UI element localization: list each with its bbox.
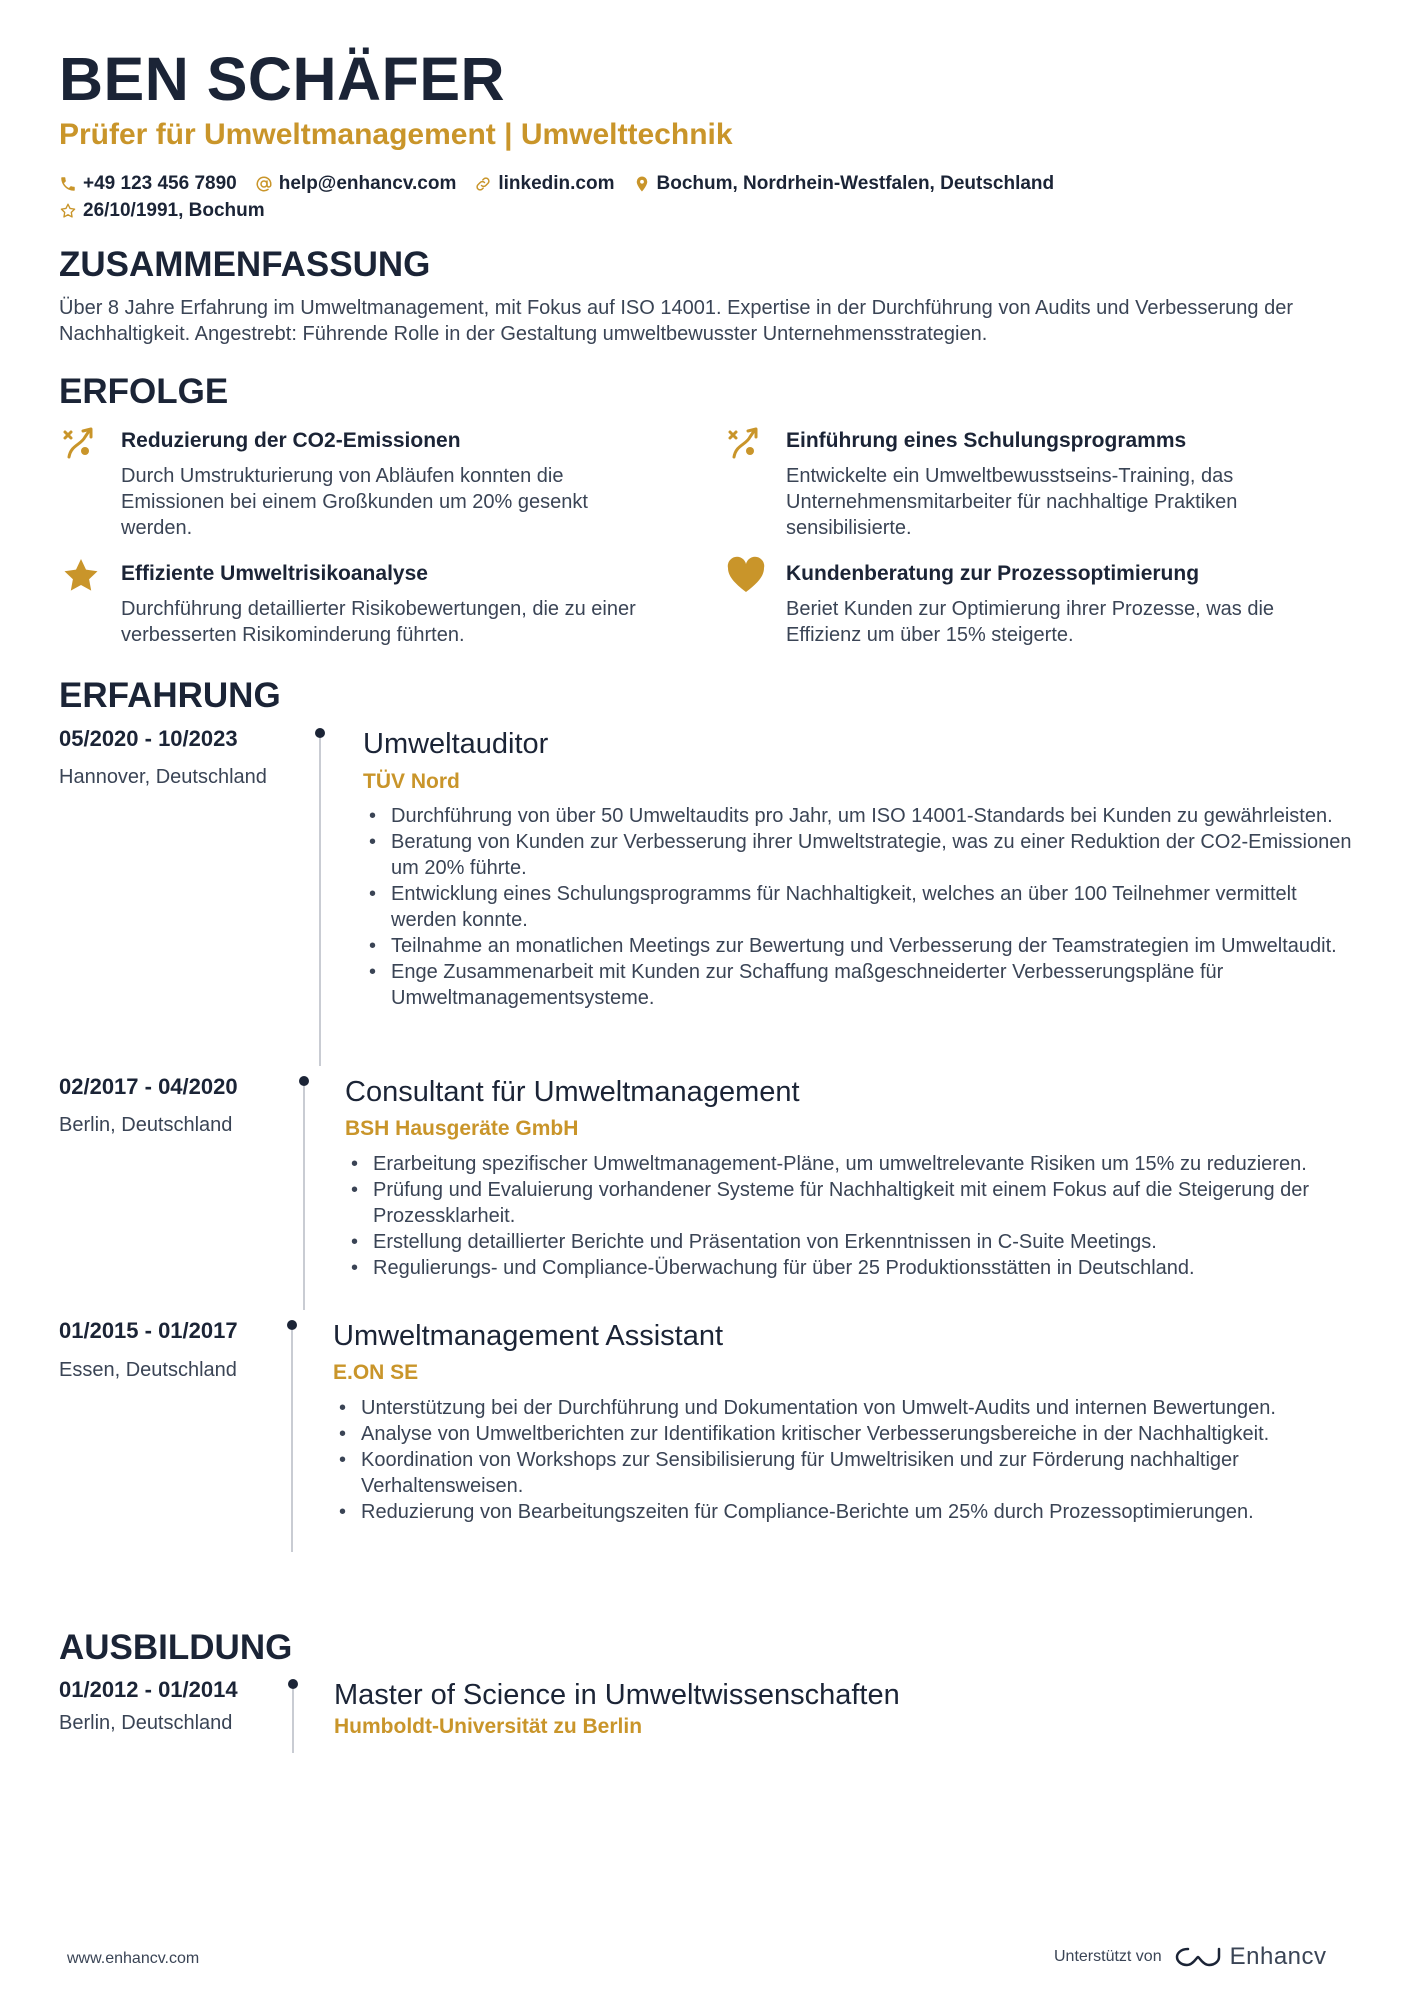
enhancv-logo-icon <box>1174 1944 1222 1970</box>
enhancv-logo[interactable] <box>1174 1943 1327 1971</box>
job-bullet: • Unterstützung bei der Durchführung und Dokumentation von Umwelt-Audits und internen Bewertungen. <box>333 1395 1363 1421</box>
job-bullet: • Durchführung von über 50 Umweltaudits pro Jahr, um ISO 14001-Standards bei Kunden zu gewährleisten. <box>363 803 1363 829</box>
contact-birth-text: 26/10/1991, Bochum <box>83 200 265 221</box>
job-date: 01/2015 - 01/2017 <box>59 1318 238 1343</box>
phone-icon <box>59 175 77 193</box>
achievement-title: Einführung eines Schulungsprogramms <box>786 429 1187 452</box>
timeline-dot <box>299 1076 309 1086</box>
contact-info <box>59 170 1359 224</box>
timeline-dot <box>315 728 325 738</box>
strategy-arrow-icon <box>726 423 766 463</box>
job-bullets <box>363 803 1363 1011</box>
footer-website[interactable]: www.enhancv.com <box>67 1950 200 1967</box>
contact-linkedin-text: linkedin.com <box>498 173 615 194</box>
job-role: Umweltauditor <box>363 728 549 760</box>
job-bullet: • Beratung von Kunden zur Verbesserung ihrer Umweltstrategie, was zu einer Reduktion der CO2-Emissionen um 20% führte. <box>363 829 1363 881</box>
heart-icon <box>726 556 766 596</box>
achievement-title: Effiziente Umweltrisikoanalyse <box>121 562 428 585</box>
timeline-dot <box>288 1679 298 1689</box>
achievement-title: Kundenberatung zur Prozessoptimierung <box>786 562 1200 585</box>
star-icon <box>61 556 101 596</box>
job-bullets <box>345 1151 1365 1281</box>
location-pin-icon <box>633 175 651 193</box>
achievement-desc: Durch Umstrukturierung von Abläufen konnten die Emissionen bei einem Großkunden um 20% gesenkt werden. <box>121 465 588 539</box>
achievement-desc: Entwickelte ein Umweltbewusstseins-Training, das Unternehmensmitarbeiter für nachhaltige Praktiken sensibilisierte. <box>786 465 1238 539</box>
at-icon <box>255 175 273 193</box>
contact-phone[interactable] <box>59 170 237 197</box>
job-location: Berlin, Deutschland <box>59 1114 233 1136</box>
strategy-arrow-icon <box>61 423 101 463</box>
footer-powered-by: Unterstützt von <box>1054 1948 1162 1965</box>
footer-branding <box>1054 1943 1327 1971</box>
job-bullet: • Prüfung und Evaluierung vorhandener Systeme für Nachhaltigkeit mit einem Fokus auf die Steigerung der Prozessklarheit. <box>345 1177 1365 1229</box>
job-date: 02/2017 - 04/2020 <box>59 1074 238 1099</box>
job-date: 05/2020 - 10/2023 <box>59 726 238 751</box>
job-company: E.ON SE <box>333 1361 419 1384</box>
job-bullet: • Teilnahme an monatlichen Meetings zur Bewertung und Verbesserung der Teamstrategien im Umweltaudit. <box>363 933 1363 959</box>
contact-location <box>633 170 1055 197</box>
job-bullet: • Koordination von Workshops zur Sensibilisierung für Umweltrisiken und zur Förderung nachhaltiger Verhaltensweisen. <box>333 1447 1363 1499</box>
job-role: Umweltmanagement Assistant <box>333 1320 724 1352</box>
job-bullet: • Erstellung detaillierter Berichte und Präsentation von Erkenntnissen in C-Suite Meetings. <box>345 1229 1365 1255</box>
job-bullet: • Erarbeitung spezifischer Umweltmanagement-Pläne, um umweltrelevante Risiken um 15% zu reduzieren. <box>345 1151 1365 1177</box>
achievement-desc: Durchführung detaillierter Risikobewertungen, die zu einer verbesserten Risikominderung führten. <box>121 598 636 646</box>
contact-linkedin[interactable] <box>474 170 614 197</box>
contact-birth <box>59 197 265 224</box>
education-location: Berlin, Deutschland <box>59 1712 233 1734</box>
education-school: Humboldt-Universität zu Berlin <box>334 1715 643 1738</box>
contact-phone-text: +49 123 456 7890 <box>83 173 237 194</box>
job-bullet: • Entwicklung eines Schulungsprogramms für Nachhaltigkeit, welches an über 100 Teilnehmer vermittelt werden konnte. <box>363 881 1363 933</box>
timeline-line <box>291 1330 293 1552</box>
timeline-dot <box>287 1320 297 1330</box>
achievement-desc: Beriet Kunden zur Optimierung ihrer Prozesse, was die Effizienz um über 15% steigerte. <box>786 598 1275 646</box>
job-company: TÜV Nord <box>363 770 460 793</box>
contact-email-text: help@enhancv.com <box>278 173 457 194</box>
education-degree: Master of Science in Umweltwissenschaften <box>334 1679 900 1711</box>
candidate-name: BEN SCHÄFER <box>59 45 506 113</box>
job-bullet: • Enge Zusammenarbeit mit Kunden zur Schaffung maßgeschneiderter Verbesserungspläne für Umweltmanagementsysteme. <box>363 959 1363 1011</box>
experience-heading: ERFAHRUNG <box>59 676 281 715</box>
job-location: Hannover, Deutschland <box>59 766 267 788</box>
job-role: Consultant für Umweltmanagement <box>345 1076 800 1108</box>
education-date: 01/2012 - 01/2014 <box>59 1677 238 1702</box>
link-icon <box>474 175 492 193</box>
contact-email[interactable] <box>255 170 457 197</box>
achievement-title: Reduzierung der CO2-Emissionen <box>121 429 461 452</box>
job-location: Essen, Deutschland <box>59 1359 237 1381</box>
summary-text: Über 8 Jahre Erfahrung im Umweltmanagement, mit Fokus auf ISO 14001. Expertise in der Durchführung von Audits und Verbesserung der Nachhaltigkeit. Angestrebt: Führende Rolle in der Gestaltung umweltbewusster Unternehmensstrategien. <box>59 297 1293 345</box>
candidate-title: Prüfer für Umweltmanagement | Umwelttechnik <box>59 118 733 151</box>
achievements-heading: ERFOLGE <box>59 372 229 411</box>
contact-location-text: Bochum, Nordrhein-Westfalen, Deutschland <box>656 173 1055 194</box>
job-bullet: • Analyse von Umweltberichten zur Identifikation kritischer Verbesserungsbereiche in der Nachhaltigkeit. <box>333 1421 1363 1447</box>
job-bullet: • Regulierungs- und Compliance-Überwachung für über 25 Produktionsstätten in Deutschland. <box>345 1255 1365 1281</box>
timeline-line <box>303 1086 305 1310</box>
star-outline-icon <box>59 202 77 220</box>
job-bullet: • Reduzierung von Bearbeitungszeiten für Compliance-Berichte um 25% durch Prozessoptimierungen. <box>333 1499 1363 1525</box>
job-bullets <box>333 1395 1363 1525</box>
timeline-line <box>319 738 321 1066</box>
job-company: BSH Hausgeräte GmbH <box>345 1117 579 1140</box>
enhancv-brand-text: Enhancv <box>1229 1943 1327 1970</box>
education-heading: AUSBILDUNG <box>59 1628 293 1667</box>
summary-heading: ZUSAMMENFASSUNG <box>59 245 431 284</box>
timeline-line <box>292 1689 294 1753</box>
